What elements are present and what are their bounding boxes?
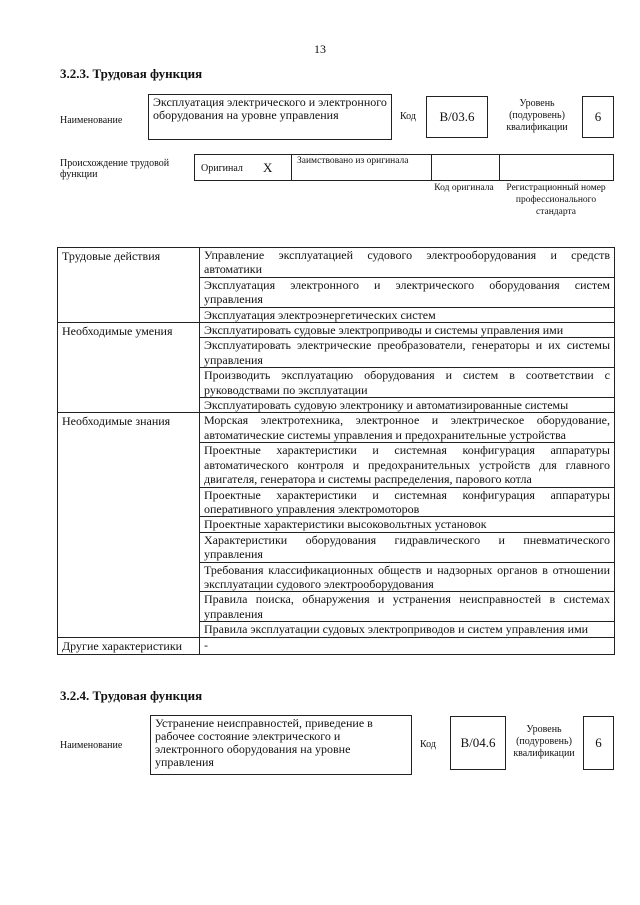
table-row [58,248,615,278]
table-cell: Правила эксплуатации судовых электроприводов и систем управления ими [200,622,615,637]
table-cell: Характеристики оборудования гидравлического и пневматического управления [200,532,615,562]
table-cell: Эксплуатировать электрические преобразователи, генераторы и их системы управления [200,338,615,368]
function-code-box: B/04.6 [450,716,506,770]
table-row [58,323,615,338]
function-name-box: Эксплуатация электрического и электронного оборудования на уровне управления [148,94,392,140]
table-cell: Производить эксплуатацию оборудования и систем в соответствии с руководствами по эксплуатации [200,368,615,398]
original-mark: X [263,160,273,175]
function-name-box: Устранение неисправностей, приведение в рабочее состояние электрического и электронного оборудования на уровне управления [150,715,412,775]
qualification-level-box: 6 [582,96,614,138]
table-cell: Эксплуатировать судовую электронику и автоматизированные системы [200,398,615,413]
row-group-label: Необходимые знания [58,413,200,637]
original-label: Оригинал [201,163,243,174]
origin-label: Происхождение трудовой функции [60,158,170,180]
table-row [58,637,615,654]
table-cell: Правила поиска, обнаружения и устранения неисправностей в системах управления [200,592,615,622]
qualification-level-label: Уровень (подуровень) квалификации [513,724,575,759]
labor-function-table [57,247,615,655]
table-cell: Эксплуатация электронного и электрического оборудования систем управления [200,277,615,307]
table-cell: Эксплуатировать судовые электроприводы и системы управления ими [200,323,615,338]
table-cell: Эксплуатация электроэнергетических систем [200,307,615,322]
row-group-label: Другие характеристики [58,637,200,654]
table-cell: Морская электротехника, электронное и электрическое оборудование, автоматические системы управления и предохранительные устройства [200,413,615,443]
origin-divider [499,155,500,180]
code-label: Код [420,739,436,750]
name-label: Наименование [60,115,123,126]
section-title: 3.2.4. Трудовая функция [60,688,203,703]
table-cell: Проектные характеристики высоковольтных установок [200,517,615,532]
table-cell: Управление эксплуатацией судового электрооборудования и средств автоматики [200,248,615,278]
origin-divider [431,155,432,180]
table-cell: Проектные характеристики и системная конфигурация аппаратуры автоматического контроля и предохранительных устройств для главного двигателя, генератора и системы распределения, парового котла [200,443,615,487]
origin-code-caption: Код оригинала [434,183,494,193]
origin-divider [291,155,292,180]
row-group-label: Необходимые умения [58,323,200,413]
section-title: 3.2.3. Трудовая функция [60,66,203,81]
row-group-label: Трудовые действия [58,248,200,323]
reg-number-caption: Регистрационный номер профессионального стандарта [506,183,606,217]
qualification-level-box: 6 [583,716,614,770]
qualification-level-label: Уровень (подуровень) квалификации [506,98,568,133]
function-code-box: B/03.6 [426,96,488,138]
table-row [58,413,615,443]
borrowed-label: Заимствовано из оригинала [297,156,409,166]
table-cell: - [200,637,615,654]
name-label: Наименование [60,740,123,751]
table-cell: Проектные характеристики и системная конфигурация аппаратуры оперативного управления электромоторов [200,487,615,517]
code-label: Код [400,111,416,122]
page-number: 13 [314,42,326,56]
origin-row [194,154,614,181]
table-cell: Требования классификационных обществ и надзорных органов в отношении эксплуатации судового электрооборудования [200,562,615,592]
